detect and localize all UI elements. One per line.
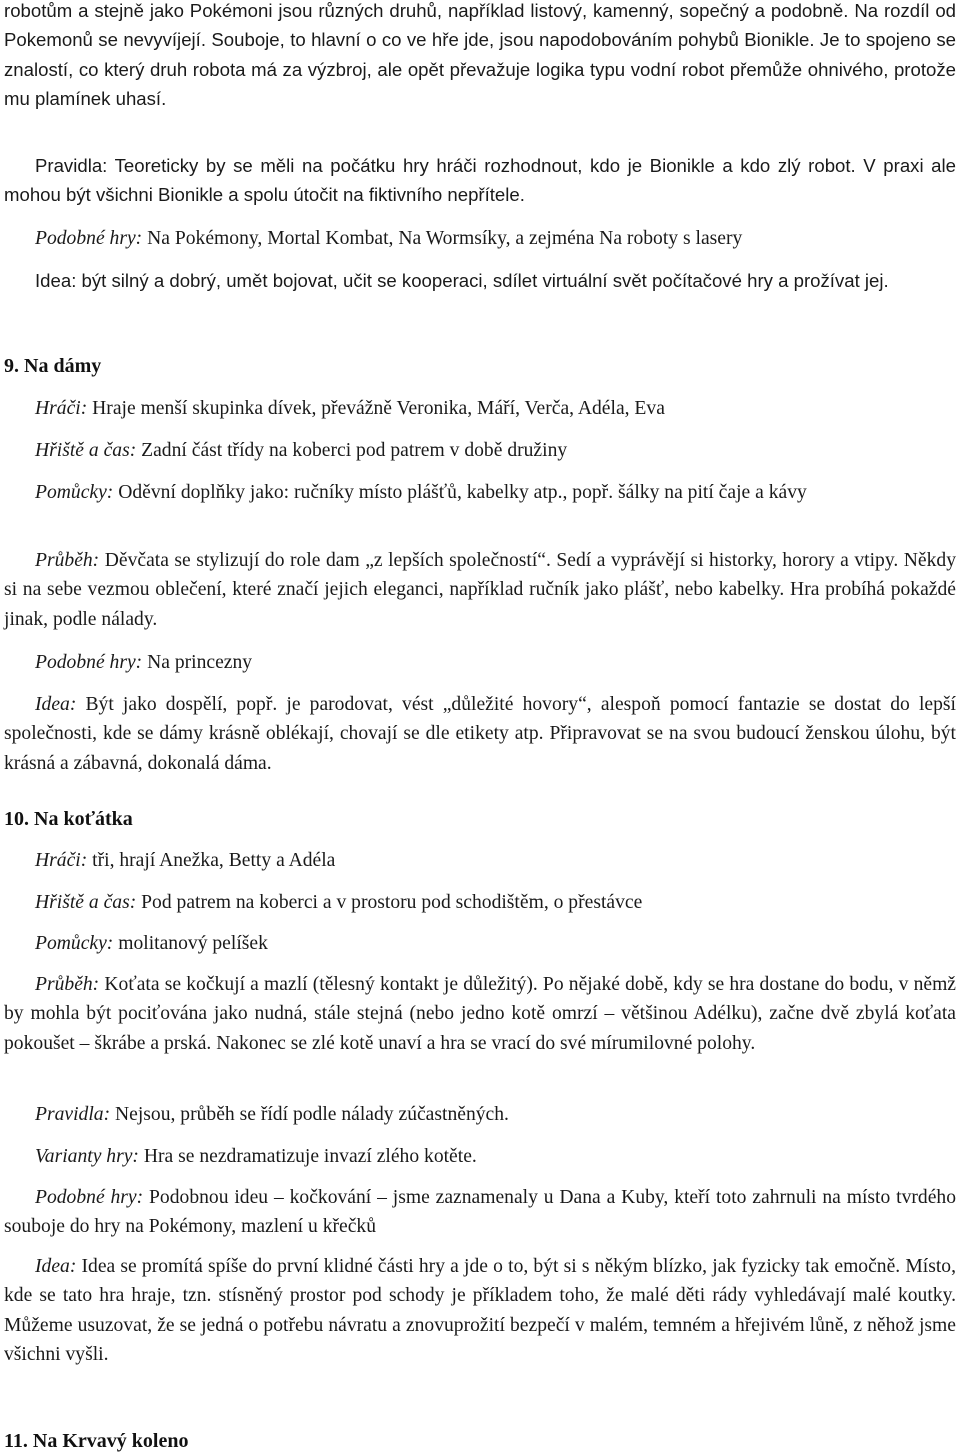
prubeh-text: Děvčata se stylizují do role dam „z lepších společností“. Sedí a vyprávějí si historky, horory a vtipy. Někdy si na sebe vezmou oblečení, které značí jejich eleganci, například ručník jako plášť, nebo kabelky. Hra probíhá pokaždé jinak, podle nálady. bbox=[4, 550, 956, 630]
hriste-label: Hřiště a čas: bbox=[35, 892, 137, 913]
podobne-hry-label: Podobné hry: bbox=[35, 652, 143, 673]
pomucky-text: molitanový pelíšek bbox=[118, 933, 268, 954]
podobne-hry-text: Na princezny bbox=[147, 652, 253, 673]
pravidla-label: Pravidla: bbox=[35, 155, 108, 176]
podobne-hry-label: Podobné hry: bbox=[35, 1187, 144, 1208]
hriste-text: Zadní část třídy na koberci pod patrem v době družiny bbox=[141, 440, 568, 461]
s9-idea-paragraph bbox=[4, 690, 956, 778]
section-heading-11: 11. Na Krvavý koleno bbox=[4, 1430, 189, 1452]
hriste-text: Pod patrem na koberci a v prostoru pod schodištěm, o přestávce bbox=[141, 892, 643, 913]
hraci-text: Hraje menší skupinka dívek, převážně Veronika, Máří, Verča, Adéla, Eva bbox=[92, 398, 665, 419]
prubeh-label: Průběh: bbox=[35, 974, 100, 995]
s10-pomucky-paragraph bbox=[4, 929, 956, 958]
idea-label: Idea: bbox=[35, 270, 77, 291]
hraci-label: Hráči: bbox=[35, 398, 88, 419]
s10-varianty-paragraph bbox=[4, 1142, 956, 1171]
s10-podobne-paragraph bbox=[4, 1183, 956, 1242]
idea-label: Idea: bbox=[35, 1256, 77, 1277]
intro-paragraph bbox=[4, 0, 956, 114]
podobne-hry-text: Podobnou ideu – kočkování – jsme zaznamenaly u Dana a Kuby, kteří toto zahrnuli na místo tvrdého souboje do hry na Pokémony, mazlení u křečků bbox=[4, 1187, 956, 1238]
s10-hraci-paragraph bbox=[4, 846, 956, 875]
varianty-text: Hra se nezdramatizuje invazí zlého kotěte. bbox=[143, 1146, 477, 1167]
s9-pomucky-paragraph bbox=[4, 478, 956, 507]
prubeh-text: Koťata se kočkují a mazlí (tělesný kontakt je důležitý). Po nějaké době, kdy se hra dostane do bodu, v němž by mohla být pociťována jako nudná, stále stejná (nebo jedno kotě omrzí – většinou Adélku), začne dvě zbylá koťata pokoušet – škrábe a prská. Nakonec se zlé kotě unaví a hra se vrací do své mírumilovné polohy. bbox=[4, 974, 957, 1054]
podobne-hry-text: Na Pokémony, Mortal Kombat, Na Wormsíky, a zejména Na roboty s lasery bbox=[147, 228, 743, 249]
pomucky-label: Pomůcky: bbox=[35, 933, 114, 954]
s9-hraci-paragraph bbox=[4, 394, 956, 423]
idea-text: být silný a dobrý, umět bojovat, učit se kooperaci, sdílet virtuální svět počítačové hry a prožívat jej. bbox=[81, 270, 889, 291]
idea-text: Idea se promítá spíše do první klidné části hry a jde o to, být si s někým blízko, jak fyzicky tak emočně. Místo, kde se tato hra hraje, tzn. stísněný prostor pod schody je příkladem toho, že malé děti rády vyhledávají malé koutky. Můžeme usuzovat, že se jedná o potřebu návratu a znovuprožití bezpečí v malém, temném a hřejivém lůně, z něhož jsme všichni vyšli. bbox=[4, 1256, 956, 1366]
s10-hriste-paragraph bbox=[4, 888, 956, 917]
s9-prubeh-paragraph bbox=[4, 546, 956, 634]
hraci-label: Hráči: bbox=[35, 850, 88, 871]
section-heading-10: 10. Na koťátka bbox=[4, 808, 133, 830]
podobne-hry-label: Podobné hry: bbox=[35, 228, 143, 249]
pomucky-text: Oděvní doplňky jako: ručníky místo plášťů, kabelky atp., popř. šálky na pití čaje a kávy bbox=[118, 482, 807, 503]
intro-pravidla-paragraph bbox=[4, 151, 956, 210]
s10-pravidla-paragraph bbox=[4, 1100, 956, 1129]
prubeh-label: Průběh: bbox=[35, 550, 100, 571]
pravidla-label: Pravidla: bbox=[35, 1104, 111, 1125]
varianty-label: Varianty hry: bbox=[35, 1146, 139, 1167]
intro-podobne-paragraph bbox=[4, 224, 956, 253]
pomucky-label: Pomůcky: bbox=[35, 482, 114, 503]
s10-prubeh-paragraph bbox=[4, 970, 956, 1058]
hriste-label: Hřiště a čas: bbox=[35, 440, 137, 461]
idea-text: Být jako dospělí, popř. je parodovat, vést „důležité hovory“, alespoň pomocí fantazie se dostat do lepší společnosti, kde se dámy krásně oblékají, chovají se dle etikety atp. Připravovat se na svou budoucí ženskou úlohu, být krásná a zábavná, dokonalá dáma. bbox=[4, 694, 956, 774]
pravidla-text: Nejsou, průběh se řídí podle nálady zúčastněných. bbox=[115, 1104, 509, 1125]
hraci-text: tři, hrají Anežka, Betty a Adéla bbox=[92, 850, 336, 871]
idea-label: Idea: bbox=[35, 694, 77, 715]
intro-text: robotům a stejně jako Pokémoni jsou různých druhů, například listový, kamenný, sopečný a podobně. Na rozdíl od Pokemonů se nevyvíjejí. Souboje, to hlavní o co ve hře jde, jsou napodobováním pohybů Bionikle. Je to spojeno se znalostí, co který druh robota má za výzbroj, ale opět převažuje logika typu vodní robot přemůže ohnivého, protože mu plamínek uhasí. bbox=[4, 0, 956, 110]
s9-hriste-paragraph bbox=[4, 436, 956, 465]
intro-idea-paragraph bbox=[4, 266, 956, 295]
pravidla-text: Teoreticky by se měli na počátku hry hráči rozhodnout, kdo je Bionikle a kdo zlý robot. V praxi ale mohou být všichni Bionikle a spolu útočit na fiktivního nepřítele. bbox=[4, 155, 956, 206]
s9-podobne-paragraph bbox=[4, 648, 956, 677]
section-heading-9: 9. Na dámy bbox=[4, 355, 102, 377]
s10-idea-paragraph bbox=[4, 1252, 956, 1370]
